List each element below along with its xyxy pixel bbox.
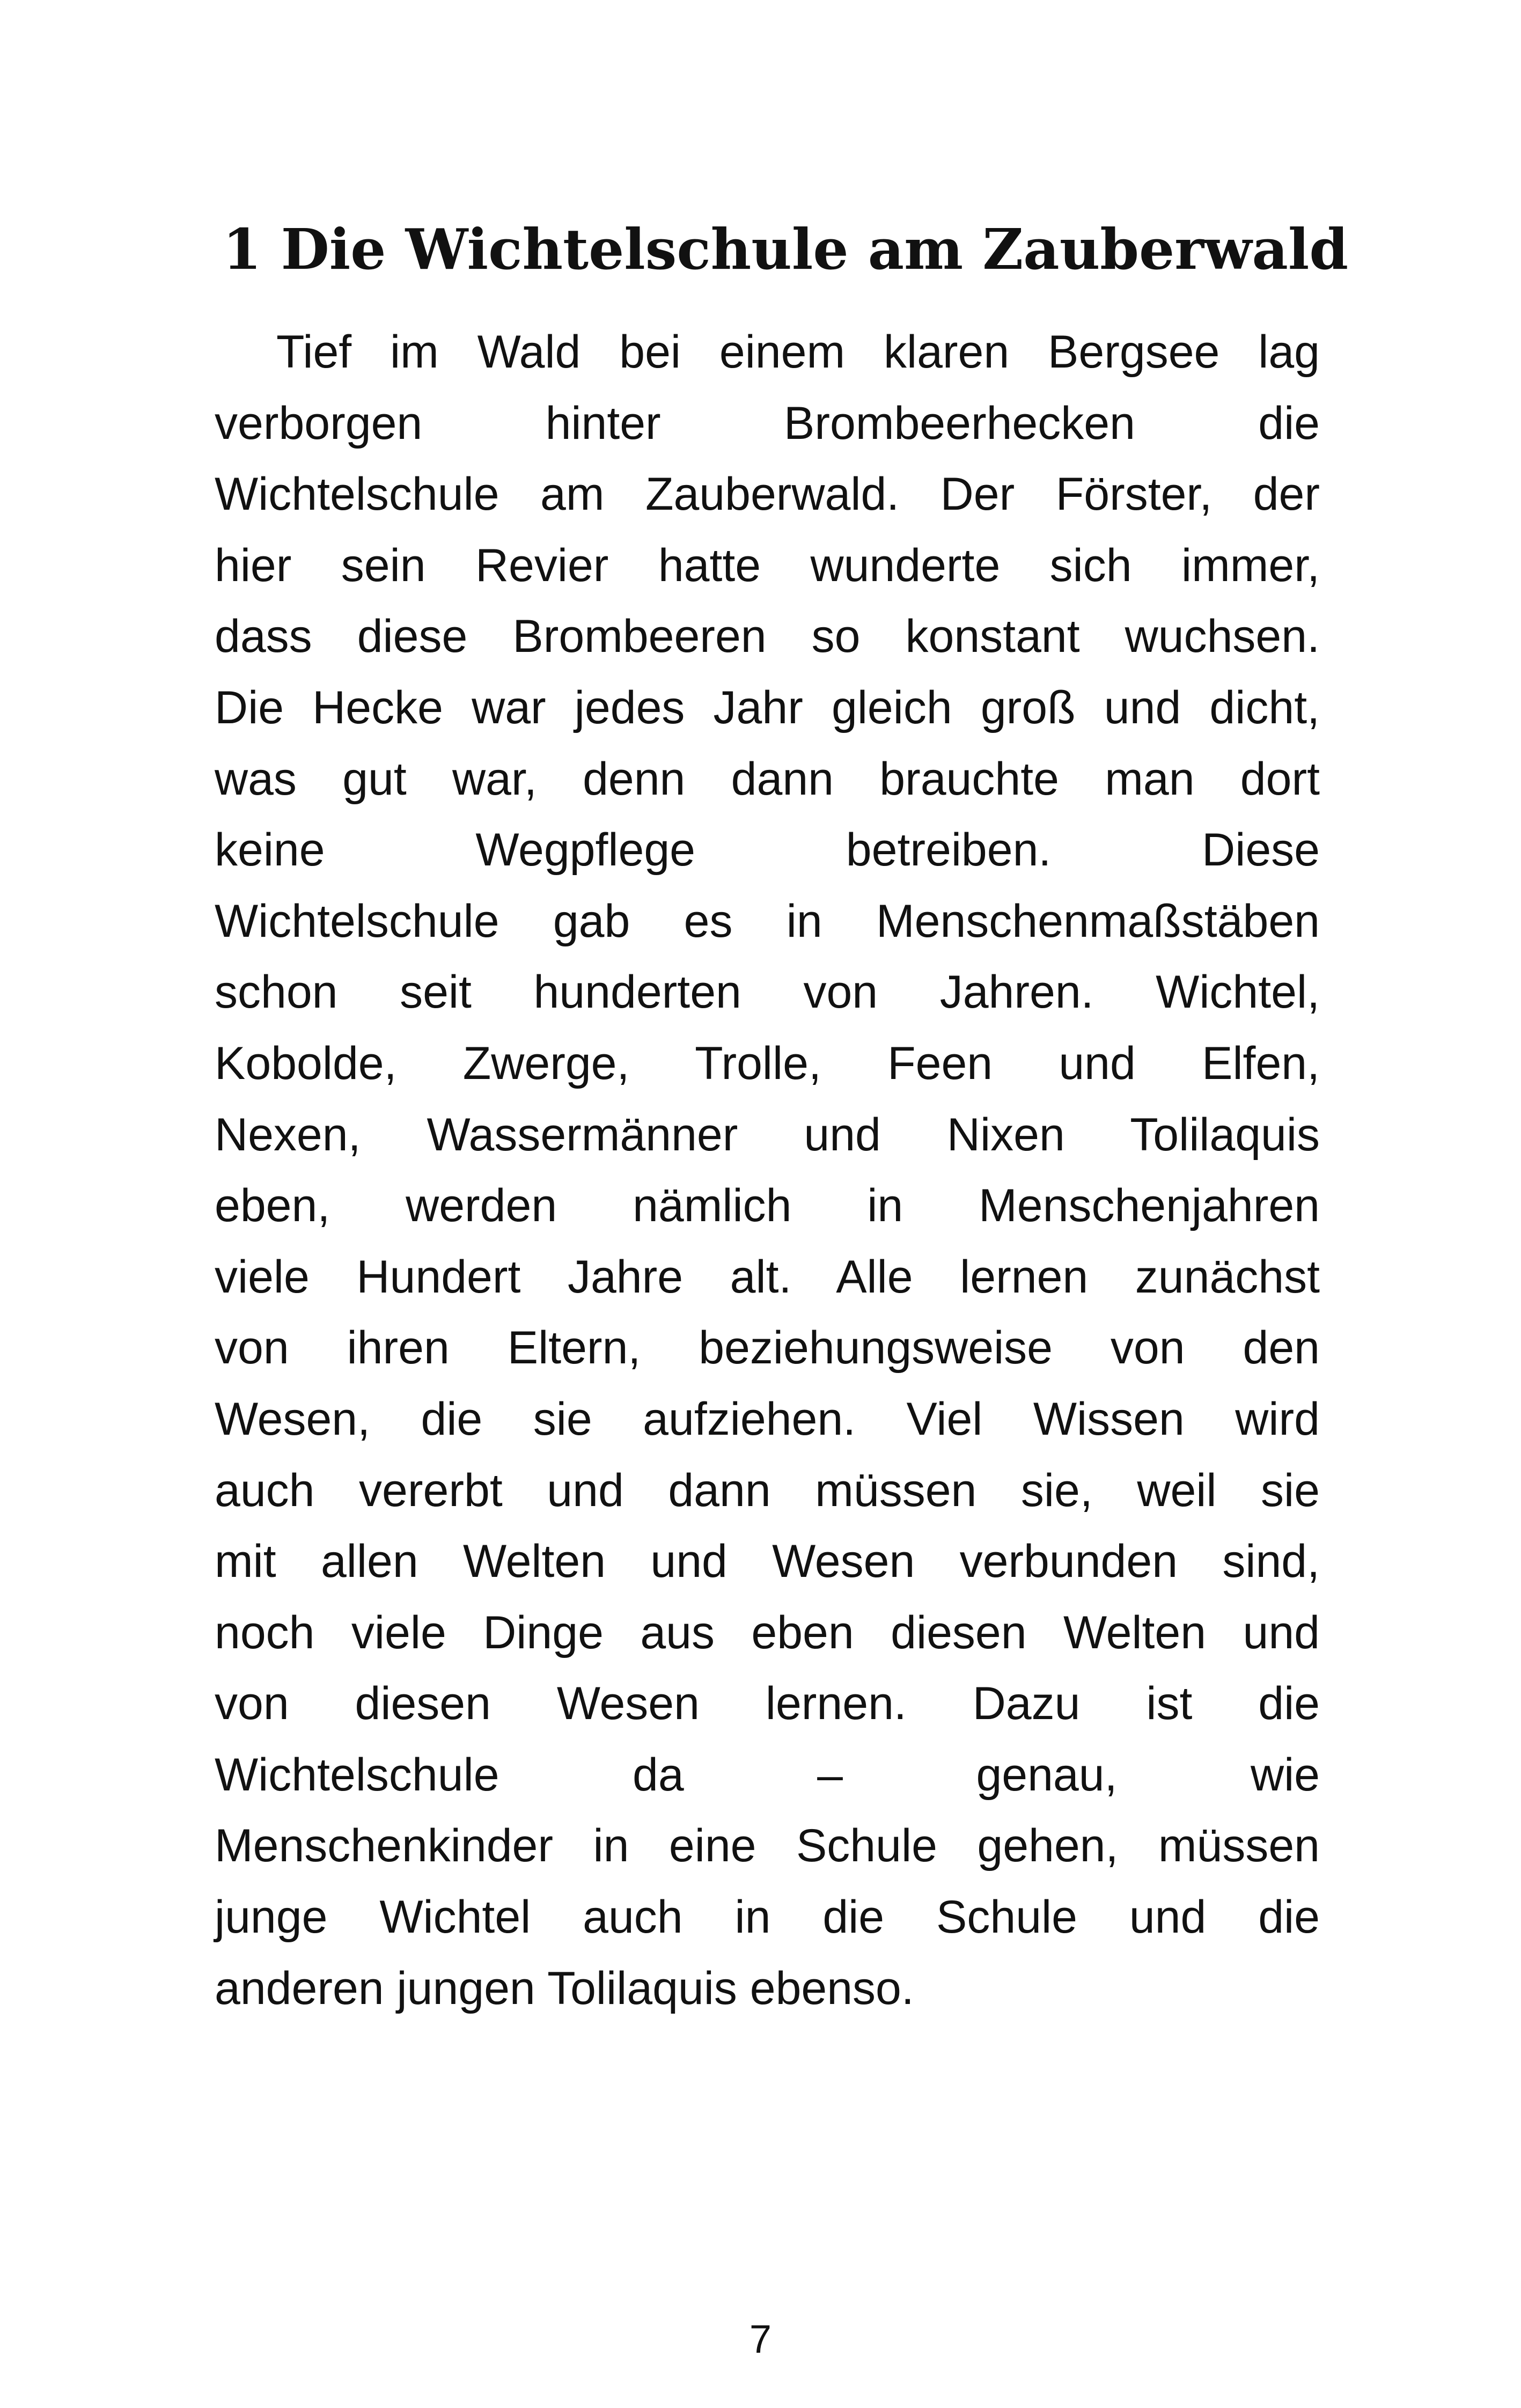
paragraph-line: was gut war, denn dann brauchte man dort — [215, 753, 1320, 805]
paragraph-line: Nexen, Wassermänner und Nixen Tolilaquis — [215, 1108, 1320, 1161]
paragraph-line: Wesen, die sie aufziehen. Viel Wissen wird — [215, 1393, 1320, 1445]
paragraph-line: hier sein Revier hatte wunderte sich immer, — [215, 539, 1320, 591]
paragraph-line: junge Wichtel auch in die Schule und die — [215, 1891, 1320, 1943]
paragraph-line: mit allen Welten und Wesen verbunden sind, — [215, 1536, 1320, 1588]
paragraph-line: Kobolde, Zwerge, Trolle, Feen und Elfen, — [215, 1037, 1320, 1089]
paragraph-line: viele Hundert Jahre alt. Alle lernen zunächst — [215, 1251, 1320, 1303]
paragraph-line: Wichtelschule da – genau, wie — [215, 1749, 1320, 1801]
page-number: 7 — [749, 2317, 772, 2361]
paragraph-line: schon seit hunderten von Jahren. Wichtel, — [215, 966, 1320, 1018]
paragraph-line: keine Wegpflege betreiben. Diese — [215, 824, 1320, 876]
paragraph-line: Wichtelschule gab es in Menschenmaßstäben — [215, 895, 1320, 947]
chapter-title: 1 Die Wichtelschule am Zauberwald — [223, 216, 1349, 282]
paragraph-line: verborgen hinter Brombeerhecken die — [215, 397, 1320, 449]
paragraph-line: noch viele Dinge aus eben diesen Welten und — [215, 1606, 1320, 1658]
paragraph-line: dass diese Brombeeren so konstant wuchsen. — [215, 611, 1320, 663]
paragraph-line: eben, werden nämlich in Menschenjahren — [215, 1180, 1320, 1232]
paragraph-line: von diesen Wesen lernen. Dazu ist die — [215, 1678, 1320, 1730]
paragraph-line: von ihren Eltern, beziehungsweise von den — [215, 1322, 1320, 1374]
paragraph-line: Tief im Wald bei einem klaren Bergsee lag — [276, 326, 1320, 378]
paragraph-line: Die Hecke war jedes Jahr gleich groß und dicht, — [215, 681, 1320, 733]
paragraph-line: Wichtelschule am Zauberwald. Der Förster, der — [215, 468, 1320, 520]
paragraph-line: auch vererbt und dann müssen sie, weil sie — [215, 1464, 1320, 1516]
paragraph-line: anderen jungen Tolilaquis ebenso. — [215, 1962, 914, 2014]
chapter-paragraph — [215, 317, 1320, 2024]
paragraph-line: Menschenkinder in eine Schule gehen, müssen — [215, 1820, 1320, 1872]
